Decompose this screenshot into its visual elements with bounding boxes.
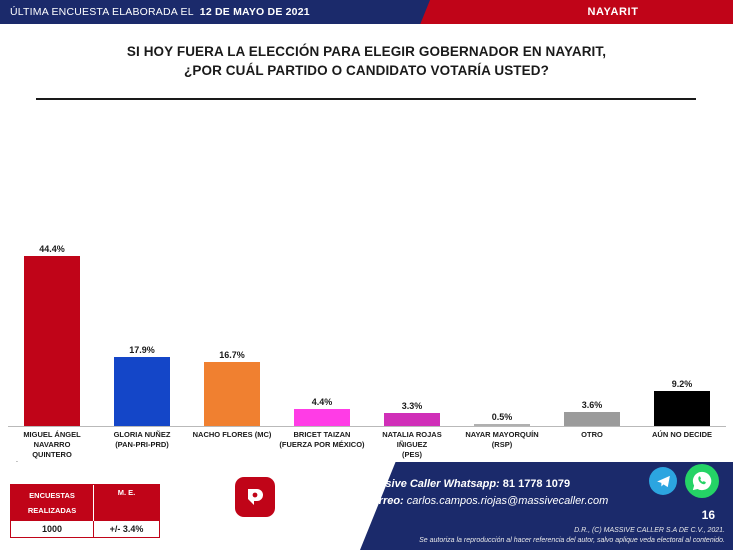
label-line: (FUERZA POR MÉXICO) xyxy=(279,440,365,449)
whatsapp-number: 81 1778 1079 xyxy=(502,478,571,490)
page-number: 16 xyxy=(701,508,715,522)
bar-rect xyxy=(654,391,710,426)
page-title xyxy=(0,42,733,80)
logo-name: Massive xyxy=(232,518,278,530)
bar-column xyxy=(98,230,186,426)
email-address[interactable]: carlos.campos.riojas@massivecaller.com xyxy=(406,495,609,507)
table-header-line: REALIZADAS xyxy=(27,506,77,515)
bar-value-label: 9.2% xyxy=(671,378,693,389)
email-line xyxy=(364,493,664,510)
bar-value-label: 3.3% xyxy=(401,401,423,412)
question-line-2: ¿POR CUÁL PARTIDO O CANDIDATO VOTARÍA USTED? xyxy=(184,63,549,78)
top-header-bar xyxy=(0,0,733,24)
question-line-1: SI HOY FUERA LA ELECCIÓN PARA ELEGIR GOBERNADOR EN NAYARIT, xyxy=(126,44,607,59)
chart-bars xyxy=(8,230,726,426)
massive-caller-mark-icon xyxy=(235,477,275,517)
table-header-margin-error: M. E. xyxy=(117,488,136,497)
label-line: QUINTERO xyxy=(32,450,72,459)
bar-rect xyxy=(24,256,80,426)
footer-bar xyxy=(0,462,733,550)
bar-value-label: 44.4% xyxy=(39,244,65,254)
bar-rect xyxy=(474,424,530,426)
whatsapp-icon[interactable] xyxy=(685,464,719,498)
bar-column xyxy=(548,230,636,426)
bar-column xyxy=(188,230,276,426)
bar-rect xyxy=(384,413,440,426)
bar-value-label: 3.6% xyxy=(581,400,603,411)
label-line: GLORIA NUÑEZ xyxy=(113,430,171,439)
bar-rect xyxy=(114,357,170,426)
label-line: OTRO xyxy=(581,430,603,439)
table-header-row xyxy=(11,485,159,521)
bar-column xyxy=(278,230,366,426)
table-row xyxy=(11,521,159,537)
bar-rect xyxy=(204,362,260,426)
label-line: BRICET TAIZAN xyxy=(293,430,351,439)
bar-rect xyxy=(294,409,350,426)
whatsapp-label: Massive Caller Whatsapp: xyxy=(364,478,500,490)
bar-column xyxy=(638,230,726,426)
whatsapp-line xyxy=(364,476,664,493)
logo-subname: Caller xyxy=(242,530,267,540)
label-line: MIGUEL ÁNGEL NAVARRO xyxy=(23,430,81,449)
legal-line-2: Se autoriza la reproducción al hacer referencia del autor, salvo aplique veda electoral al contenido. xyxy=(419,537,725,544)
label-line: NAYAR MAYORQUÍN (RSP) xyxy=(465,430,539,449)
label-line: NACHO FLORES (MC) xyxy=(192,430,272,439)
bar-column xyxy=(458,230,546,426)
header-date: 12 DE MAYO DE 2021 xyxy=(199,6,310,18)
table-header-line: ENCUESTAS xyxy=(29,491,75,500)
chart-baseline xyxy=(8,426,726,427)
legal-notice xyxy=(419,526,725,546)
title-divider xyxy=(36,98,696,100)
sample-size-table xyxy=(10,484,160,538)
contact-info xyxy=(364,476,664,510)
email-label: Correo: xyxy=(364,495,404,507)
cell-margin-error: +/- 3.4% xyxy=(109,524,144,534)
table-header-surveys xyxy=(11,485,94,521)
label-line: NATALIA ROJAS IÑIGUEZ xyxy=(382,430,442,449)
bar-value-label: 0.5% xyxy=(491,412,513,422)
telegram-icon[interactable] xyxy=(649,467,677,495)
header-left-text xyxy=(0,0,310,24)
bar-value-label: 17.9% xyxy=(129,345,155,356)
bar-column xyxy=(8,230,96,426)
bar-value-label: 16.7% xyxy=(219,350,245,361)
company-logo xyxy=(218,477,292,540)
bar-value-label: 4.4% xyxy=(311,397,333,408)
legal-line-1: D.R., (C) MASSIVE CALLER S.A DE C.V., 2021. xyxy=(574,527,725,534)
label-line: AÚN NO DECIDE xyxy=(651,430,712,439)
header-lead-text: ÚLTIMA ENCUESTA ELABORADA EL xyxy=(10,6,194,18)
bar-chart xyxy=(0,110,733,459)
bar-column xyxy=(368,230,456,426)
bar-rect xyxy=(564,412,620,426)
social-icons xyxy=(649,464,719,498)
cell-surveys-count: 1000 xyxy=(11,521,94,537)
header-state-name: NAYARIT xyxy=(587,6,639,18)
label-line: (PAN-PRI-PRD) xyxy=(115,440,169,449)
label-line: (PES) xyxy=(401,450,422,459)
